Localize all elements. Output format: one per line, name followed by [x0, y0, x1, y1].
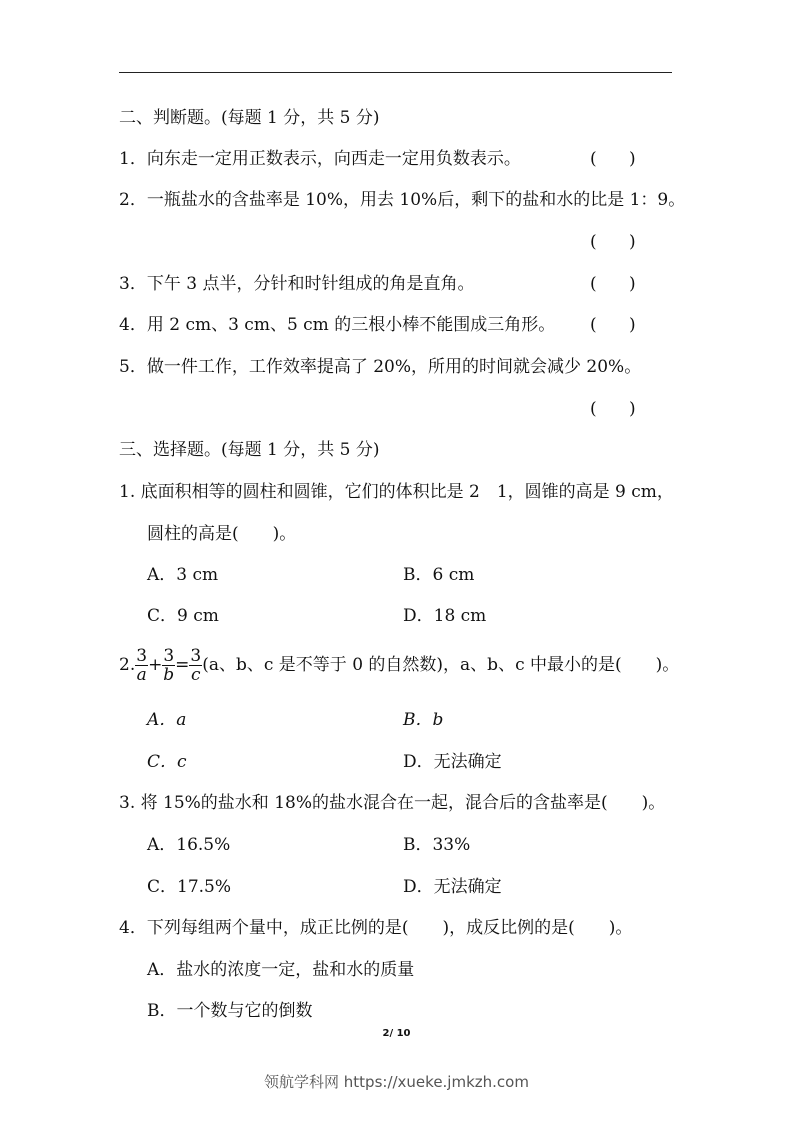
fraction-3-over-c: $\frac{3}{c}$	[190, 646, 202, 685]
section2-title: 二、判断题。(每题 1 分，共 5 分)	[119, 108, 380, 128]
judge-answer-5[interactable]: ( )	[590, 399, 636, 419]
choice-q1-option-c[interactable]: C．9 cm	[147, 606, 219, 626]
choice-q2-line	[119, 645, 679, 685]
judge-item-3: 3．下午 3 点半，分针和时针组成的角是直角。	[119, 274, 475, 294]
equals-sign: =	[175, 655, 190, 675]
choice-q3-option-a[interactable]: A．16.5%	[147, 835, 231, 855]
choice-q3-line: 3. 将 15%的盐水和 18%的盐水混合在一起，混合后的含盐率是( )。	[119, 793, 666, 813]
judge-item-1: 1．向东走一定用正数表示，向西走一定用负数表示。	[119, 149, 521, 169]
choice-q1-line2: 圆柱的高是( )。	[147, 524, 297, 544]
judge-answer-2[interactable]: ( )	[590, 232, 636, 252]
choice-q2-option-c[interactable]: C．c	[147, 752, 187, 772]
header-rule	[119, 72, 672, 73]
page-number: 2/ 10	[382, 1028, 411, 1039]
choice-q2-number: 2.	[119, 655, 136, 675]
choice-q2-option-d[interactable]: D．无法确定	[403, 752, 502, 772]
choice-q1-option-b[interactable]: B．6 cm	[403, 565, 475, 585]
judge-answer-3[interactable]: ( )	[590, 274, 636, 294]
fraction-3-over-b: $\frac{3}{b}$	[163, 646, 175, 685]
choice-q3-option-c[interactable]: C．17.5%	[147, 877, 232, 897]
choice-q4-line: 4．下列每组两个量中，成正比例的是( )，成反比例的是( )。	[119, 918, 633, 938]
choice-q3-option-d[interactable]: D．无法确定	[403, 877, 502, 897]
choice-q4-option-b[interactable]: B．一个数与它的倒数	[147, 1001, 313, 1018]
footer-watermark: 领航学科网 https://xueke.jmkzh.com	[264, 1073, 529, 1091]
choice-q2-option-a[interactable]: A．a	[147, 710, 187, 730]
plus-sign: +	[148, 655, 163, 675]
choice-q1-option-d[interactable]: D．18 cm	[403, 606, 487, 626]
choice-q2-tail: (a、b、c 是不等于 0 的自然数)，a、b、c 中最小的是( )。	[202, 655, 680, 675]
judge-item-2: 2．一瓶盐水的含盐率是 10%，用去 10%后，剩下的盐和水的比是 1：9。	[119, 190, 686, 210]
choice-q1-line1: 1. 底面积相等的圆柱和圆锥，它们的体积比是 2 1，圆锥的高是 9 cm，	[119, 482, 674, 502]
choice-q3-option-b[interactable]: B．33%	[403, 835, 471, 855]
choice-q2-option-b[interactable]: B．b	[403, 710, 444, 730]
judge-item-5: 5．做一件工作，工作效率提高了 20%，所用的时间就会减少 20%。	[119, 357, 642, 377]
judge-answer-4[interactable]: ( )	[590, 315, 636, 335]
section3-title: 三、选择题。(每题 1 分，共 5 分)	[119, 440, 380, 460]
judge-item-4: 4．用 2 cm、3 cm、5 cm 的三根小棒不能围成三角形。	[119, 315, 556, 335]
choice-q4-option-a[interactable]: A．盐水的浓度一定，盐和水的质量	[147, 960, 415, 980]
fraction-3-over-a: $\frac{3}{a}$	[136, 646, 148, 685]
choice-q1-option-a[interactable]: A．3 cm	[147, 565, 219, 585]
judge-answer-1[interactable]: ( )	[590, 149, 636, 169]
